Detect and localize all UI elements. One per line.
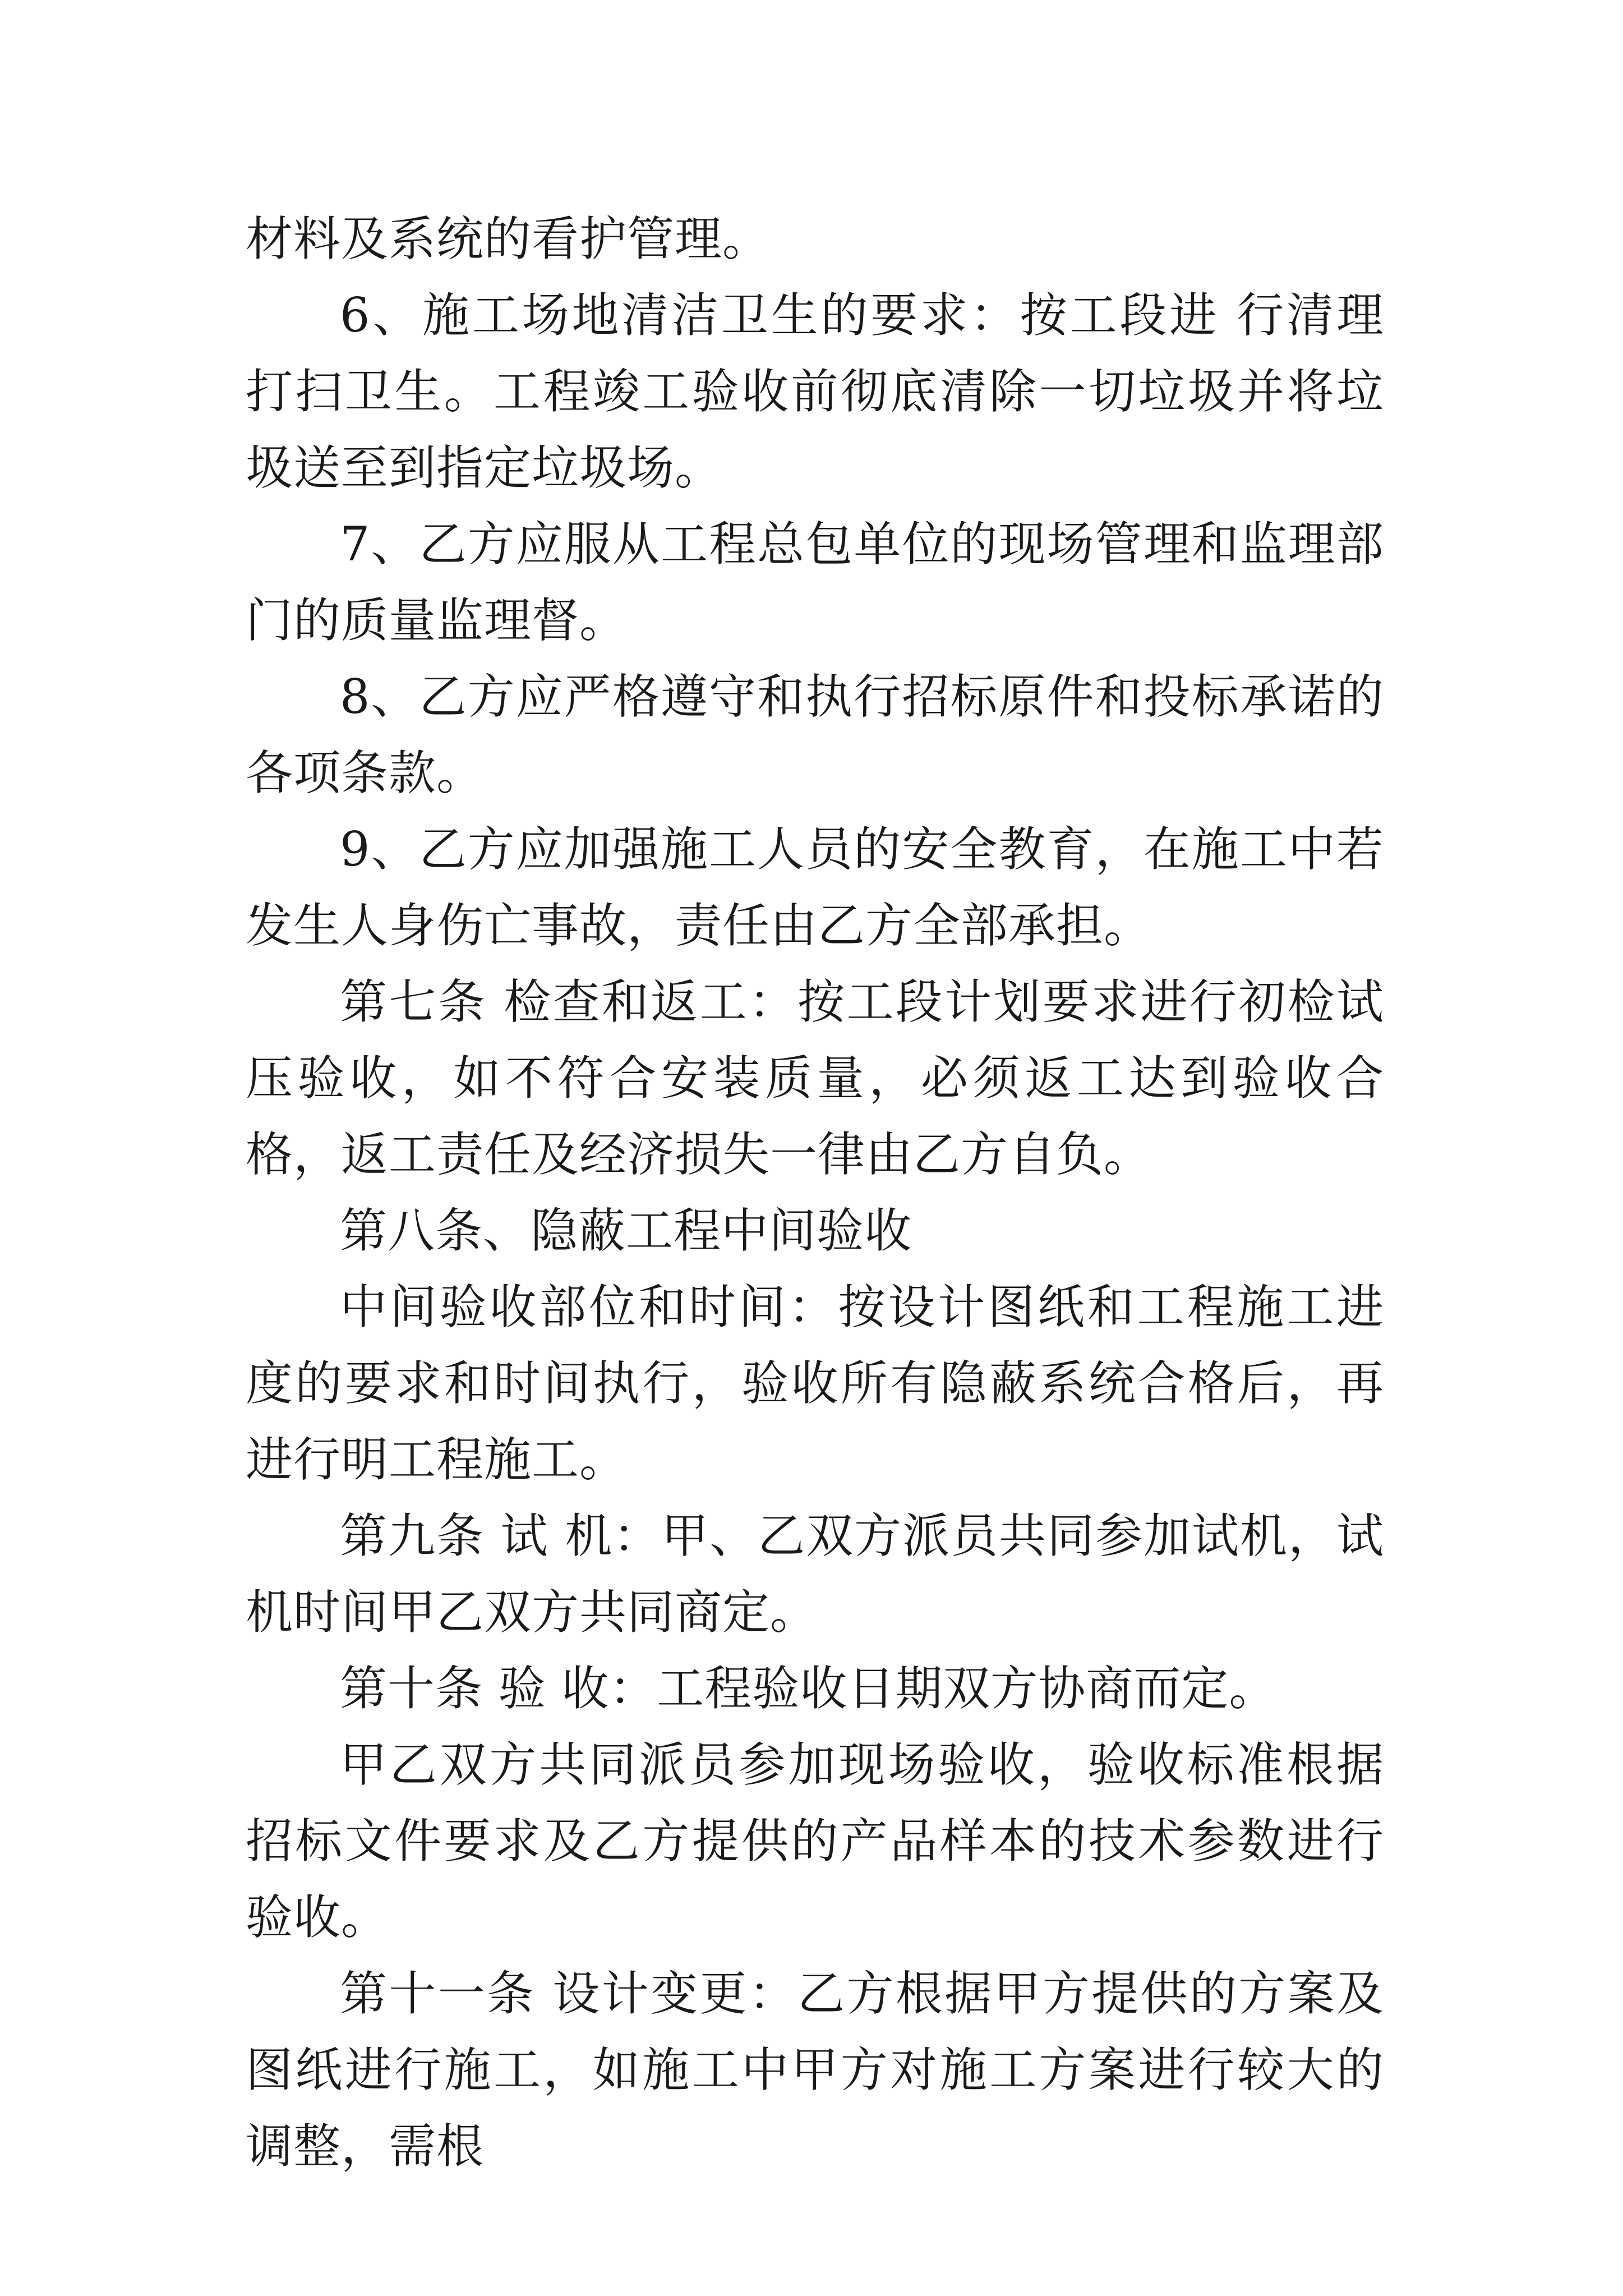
paragraph-item-6: 6、施工场地清洁卫生的要求：按工段进 行清理打扫卫生。工程竣工验收前彻底清除一切垃圾并将垃圾送至到指定垃圾场。 [246, 288, 1384, 495]
paragraph-article-7: 第七条 检查和返工：按工段计划要求进行初检试压验收，如不符合安装质量，必须返工达到验收合格，返工责任及经济损失一律由乙方自负。 [246, 974, 1384, 1182]
paragraph-item-8: 8、乙方应严格遵守和执行招标原件和投标承诺的各项条款。 [246, 669, 1384, 800]
paragraph-article-10: 第十条 验 收：工程验收日期双方协商而定。 [340, 1661, 1277, 1716]
paragraph-item-7: 7、乙方应服从工程总包单位的现场管理和监理部门的质量监理督。 [246, 517, 1384, 648]
paragraph-item-9: 9、乙方应加强施工人员的安全教育，在施工中若发生人身伤亡事故，责任由乙方全部承担。 [246, 822, 1384, 953]
paragraph-article-8: 第八条、隐蔽工程中间验收 [340, 1203, 912, 1258]
paragraph-acceptance-standard: 甲乙双方共同派员参加现场验收，验收标准根据招标文件要求及乙方提供的产品样本的技术参数进行验收。 [246, 1737, 1384, 1945]
document-body [246, 201, 1384, 2184]
paragraph-article-9: 第九条 试 机：甲、乙双方派员共同参加试机，试机时间甲乙双方共同商定。 [246, 1508, 1384, 1640]
paragraph-interim-inspection: 中间验收部位和时间：按设计图纸和工程施工进度的要求和时间执行，验收所有隐蔽系统合格后，再进行明工程施工。 [246, 1280, 1384, 1487]
paragraph-continuation: 材料及系统的看护管理。 [246, 211, 771, 266]
paragraph-article-11: 第十一条 设计变更：乙方根据甲方提供的方案及图纸进行施工，如施工中甲方对施工方案进行较大的调整，需根 [246, 1966, 1384, 2174]
